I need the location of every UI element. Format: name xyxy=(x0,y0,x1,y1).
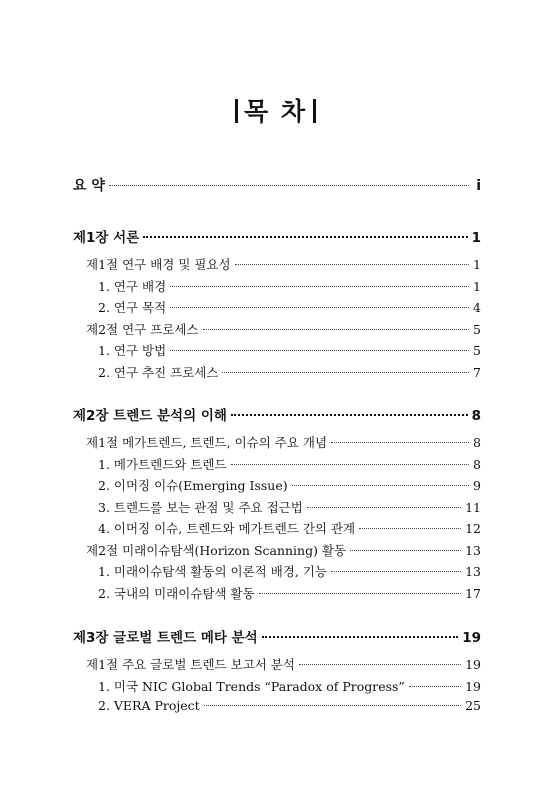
toc-entry-label: 4. 이머징 이슈, 트렌드와 메가트렌드 간의 관계 xyxy=(98,521,356,536)
dot-leader xyxy=(222,372,469,373)
dot-leader xyxy=(170,307,469,308)
dot-leader xyxy=(235,264,469,265)
dot-leader xyxy=(262,636,459,638)
toc-entry-label: 요 약 xyxy=(73,178,105,194)
toc-entry-label: 2. 이머징 이슈(Emerging Issue) xyxy=(98,478,288,493)
toc-entry-page: 1 xyxy=(473,257,481,272)
toc-entry-page: 25 xyxy=(465,698,481,713)
title-bar-left xyxy=(235,99,238,123)
dot-leader xyxy=(231,464,469,465)
toc-entry-page: 9 xyxy=(473,478,481,493)
toc-entry-label: 1. 미래이슈탐색 활동의 이론적 배경, 기능 xyxy=(98,564,327,579)
toc-chapter[interactable] xyxy=(73,226,481,246)
dot-leader xyxy=(331,571,461,572)
toc-subsection[interactable] xyxy=(98,298,481,318)
dot-leader xyxy=(307,507,461,508)
toc-section[interactable] xyxy=(86,541,481,561)
dot-leader xyxy=(203,329,470,330)
toc-entry-label: 제1절 메가트렌드, 트렌드, 이슈의 주요 개념 xyxy=(86,435,328,450)
toc-entry-label: 3. 트렌드를 보는 관점 및 주요 접근법 xyxy=(98,499,303,515)
dot-leader xyxy=(170,350,469,351)
dot-leader xyxy=(409,686,461,687)
toc-entry-page: 8 xyxy=(471,408,481,424)
toc-entry-page: 13 xyxy=(465,542,481,558)
page-title xyxy=(0,92,551,128)
toc-subsection[interactable] xyxy=(98,584,481,604)
dot-leader xyxy=(350,550,461,551)
toc-entry-label: 제3장 글로벌 트렌드 메타 분석 xyxy=(73,630,258,646)
toc-entry-page: 19 xyxy=(465,657,481,672)
toc-entry-label: 제2절 연구 프로세스 xyxy=(86,321,199,337)
toc-entry-page: 5 xyxy=(473,343,481,358)
toc-entry-label: 1. 메가트렌드와 트렌드 xyxy=(98,456,227,472)
toc-entry-page: i xyxy=(476,178,481,194)
toc-subsection[interactable] xyxy=(98,363,481,383)
toc-entry-page: 13 xyxy=(465,564,481,579)
title-bar-right xyxy=(313,99,316,123)
toc-entry-label: 제2절 미래이슈탐색(Horizon Scanning) 활동 xyxy=(86,542,347,558)
toc-entry-label: 2. 연구 목적 xyxy=(98,300,167,315)
toc-entry-page: 1 xyxy=(471,230,481,246)
toc-entry-label: 2. VERA Project xyxy=(98,698,200,713)
toc-subsection[interactable] xyxy=(98,562,481,582)
toc-entry-label: 1. 미국 NIC Global Trends “Paradox of Progress” xyxy=(98,678,405,694)
toc-section[interactable] xyxy=(86,320,481,340)
toc-chapter[interactable] xyxy=(73,626,481,646)
toc-entry-label: 1. 연구 배경 xyxy=(98,278,167,294)
toc-subsection[interactable] xyxy=(98,519,481,539)
dot-leader xyxy=(331,442,469,443)
toc-entry-page: 7 xyxy=(473,364,481,380)
toc-entry-label: 2. 국내의 미래이슈탐색 활동 xyxy=(98,585,255,601)
toc-section[interactable] xyxy=(86,255,481,275)
dot-leader xyxy=(259,593,461,594)
toc-entry-label: 제1절 주요 글로벌 트렌드 보고서 분석 xyxy=(86,657,295,672)
title-text: 목 차 xyxy=(243,97,307,126)
toc-entry-page: 1 xyxy=(473,278,481,294)
dot-leader xyxy=(231,414,468,416)
toc-summary[interactable] xyxy=(73,175,481,195)
toc-entry-page: 11 xyxy=(465,499,481,515)
toc-section[interactable] xyxy=(86,433,481,453)
toc-entry-label: 2. 연구 추진 프로세스 xyxy=(98,364,219,380)
toc-entry-page: 12 xyxy=(465,521,481,536)
toc-entry-page: 4 xyxy=(473,300,481,315)
dot-leader xyxy=(143,236,467,238)
toc-subsection[interactable] xyxy=(98,498,481,518)
toc-chapter[interactable] xyxy=(73,404,481,424)
dot-leader xyxy=(359,528,461,529)
toc-entry-label: 제2장 트렌드 분석의 이해 xyxy=(73,408,227,424)
toc-subsection[interactable] xyxy=(98,341,481,361)
toc-entry-page: 19 xyxy=(465,678,481,694)
toc-entry-page: 8 xyxy=(473,435,481,450)
toc-subsection[interactable] xyxy=(98,455,481,475)
dot-leader xyxy=(292,485,469,486)
dot-leader xyxy=(204,705,461,706)
toc-subsection[interactable] xyxy=(98,677,481,697)
toc-entry-page: 5 xyxy=(473,321,481,337)
toc-entry-label: 제1장 서론 xyxy=(73,230,140,246)
toc-subsection[interactable] xyxy=(98,698,481,718)
toc-subsection[interactable] xyxy=(98,476,481,496)
toc-entry-label: 1. 연구 방법 xyxy=(98,343,167,358)
toc-entry-page: 19 xyxy=(462,630,481,646)
toc-entry-page: 8 xyxy=(473,456,481,472)
dot-leader xyxy=(109,185,469,186)
dot-leader xyxy=(170,286,469,287)
toc-section[interactable] xyxy=(86,655,481,675)
dot-leader xyxy=(299,664,461,665)
toc-subsection[interactable] xyxy=(98,277,481,297)
toc-entry-label: 제1절 연구 배경 및 필요성 xyxy=(86,257,231,272)
toc-entry-page: 17 xyxy=(465,585,481,601)
